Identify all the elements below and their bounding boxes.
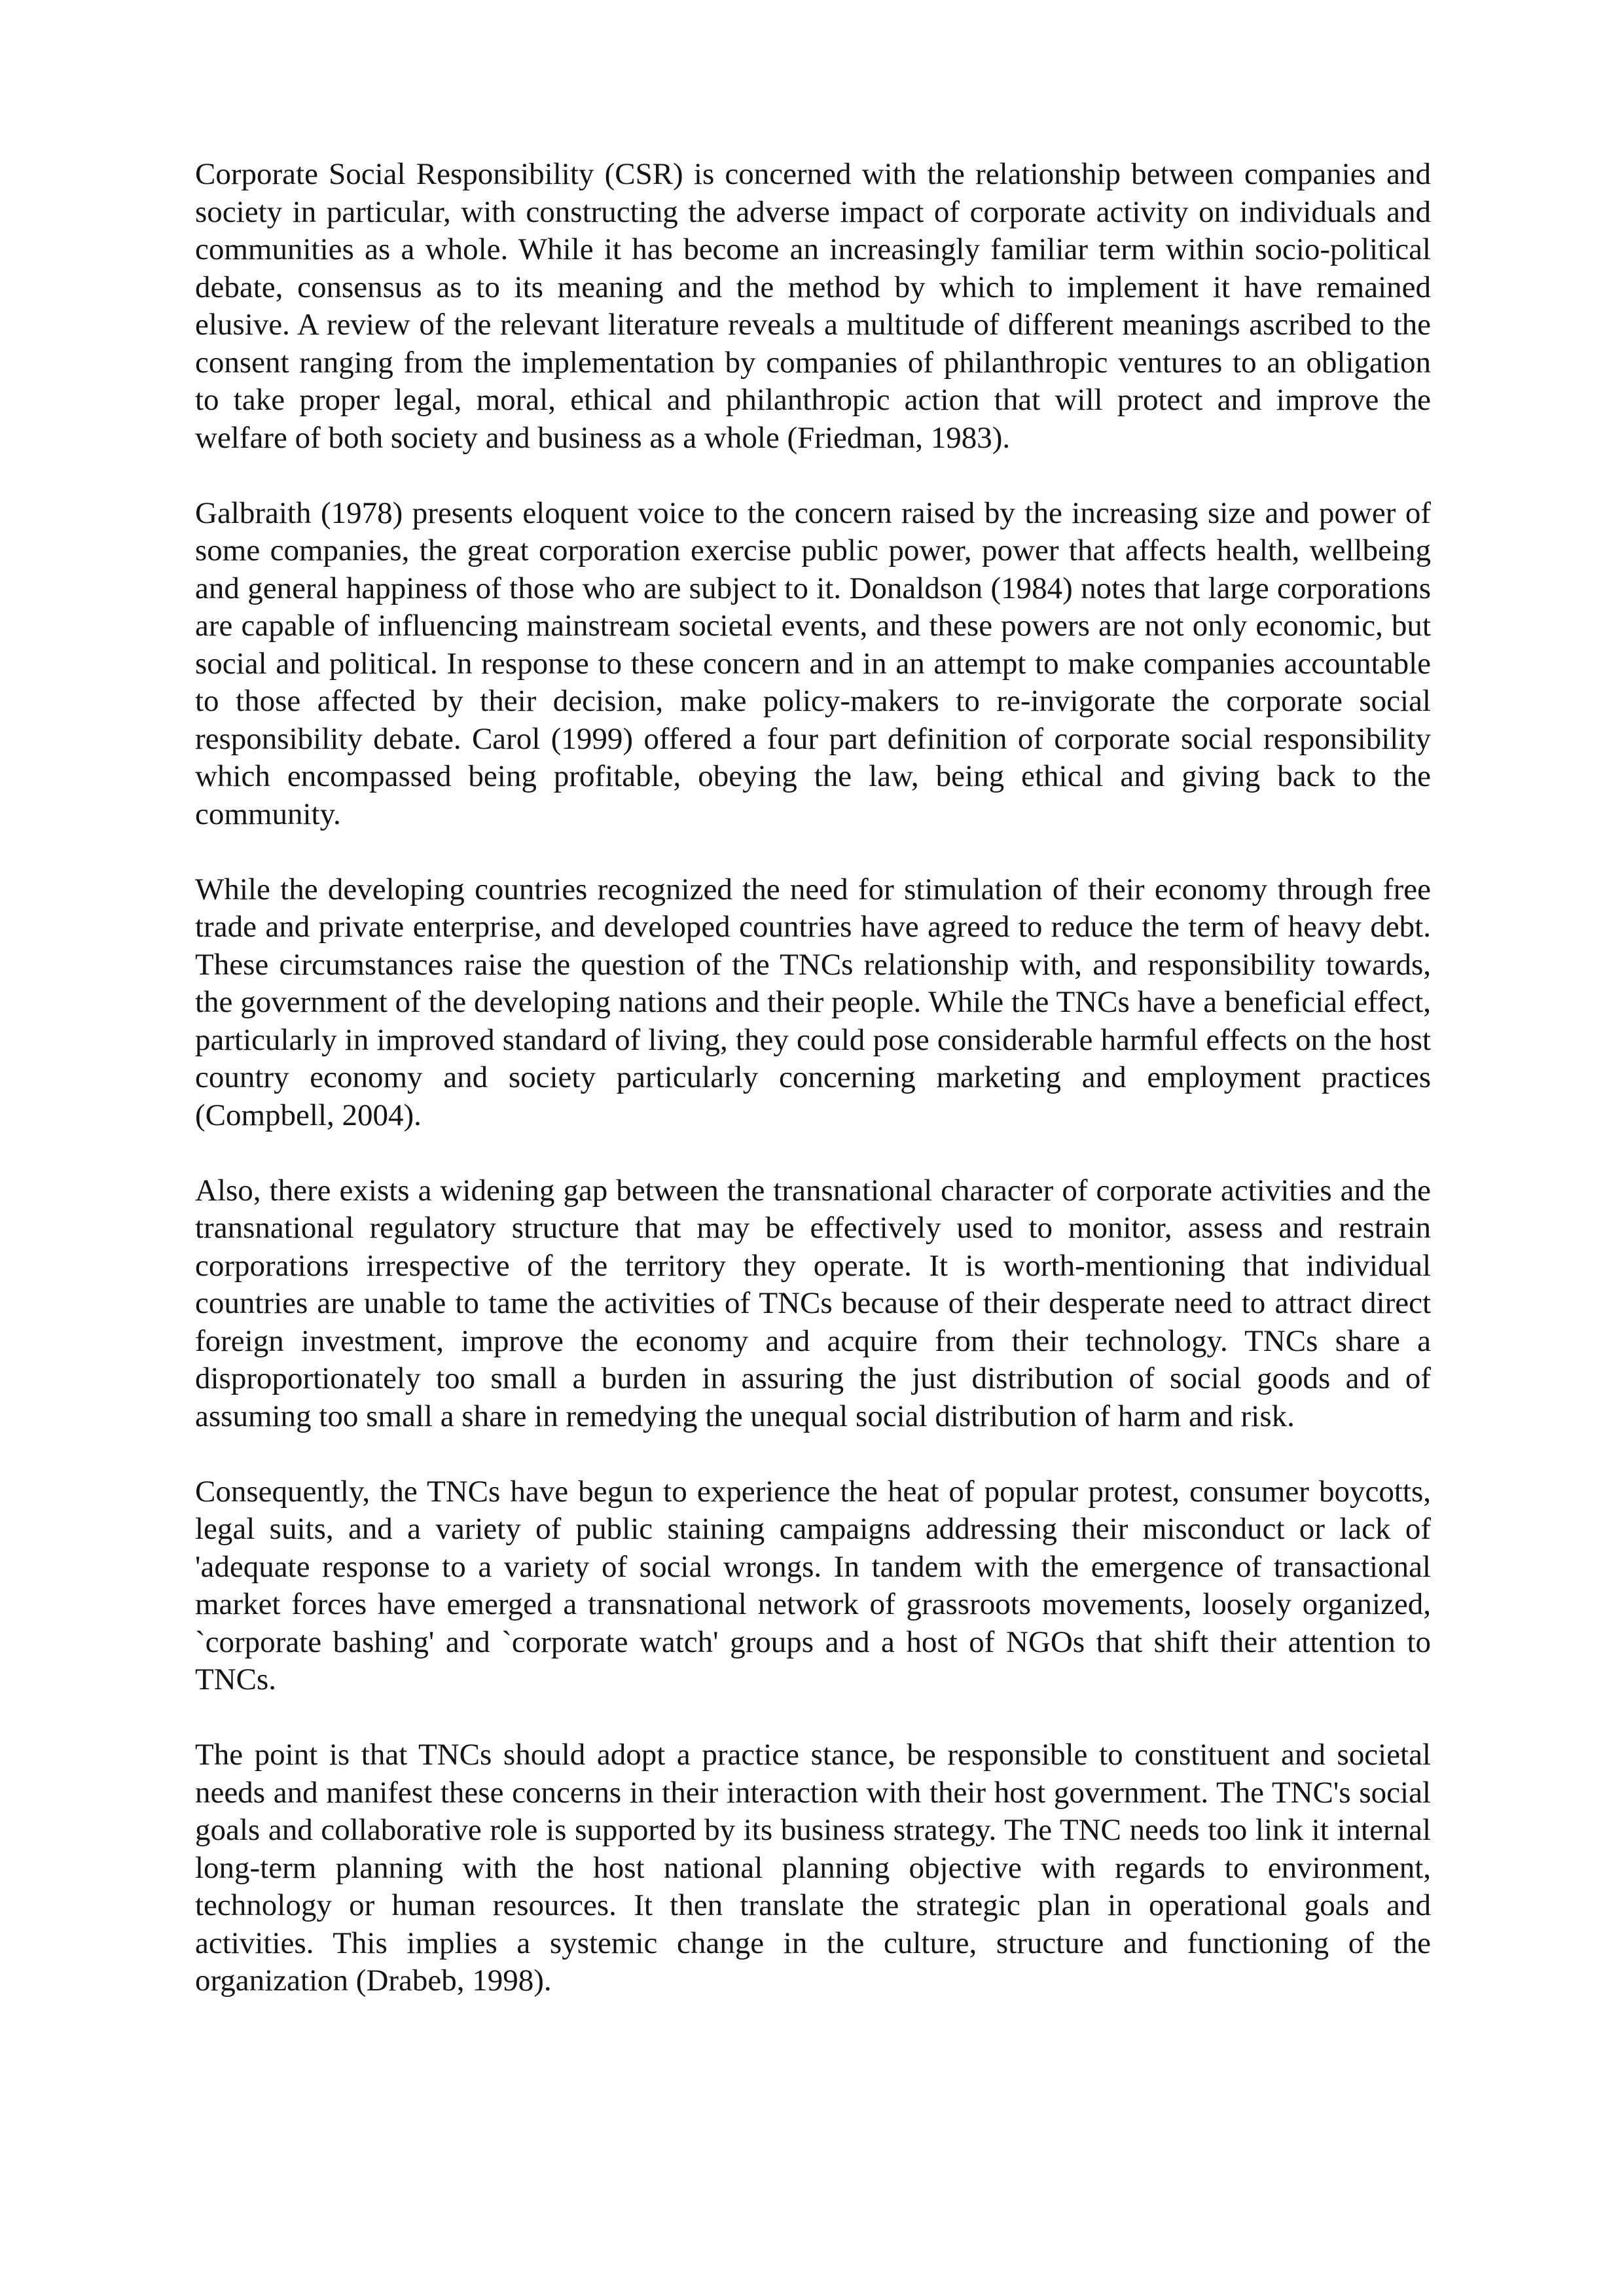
- paragraph-corporate-power: Galbraith (1978) presents eloquent voice to the concern raised by the increasing size and power of some companies, the great corporation exercise public power, power that affects health, wellbeing and general happiness of those who are subject to it. Donaldson (1984) notes that large corporations are capable of influencing mainstream societal events, and these powers are not only economic, but social and political. In response to these concern and in an attempt to make companies accountable to those affected by their decision, make policy-makers to re-invigorate the corporate social responsibility debate. Carol (1999) offered a four part definition of corporate social responsibility which encompassed being profitable, obeying the law, being ethical and giving back to the community.: [195, 495, 1431, 831]
- paragraph-popular-protest: Consequently, the TNCs have begun to experience the heat of popular protest, consumer boycotts, legal suits, and a variety of public staining campaigns addressing their misconduct or lack of 'adequate response to a variety of social wrongs. In tandem with the emergence of transactional market forces have emerged a transnational network of grassroots movements, loosely organized, `corporate bashing' and `corporate watch' groups and a host of NGOs that shift their attention to TNCs.: [195, 1474, 1431, 1696]
- paragraph-tnc-stance: The point is that TNCs should adopt a practice stance, be responsible to constituent and societal needs and manifest these concerns in their interaction with their host government. The TNC's social goals and collaborative role is supported by its business strategy. The TNC needs too link it internal long-term planning with the host national planning objective with regards to environment, technology or human resources. It then translate the strategic plan in operational goals and activities. This implies a systemic change in the culture, structure and functioning of the organization (Drabeb, 1998).: [195, 1738, 1431, 1998]
- document-body: [195, 156, 1431, 2000]
- paragraph-regulatory-gap: Also, there exists a widening gap between the transnational character of corporate activities and the transnational regulatory structure that may be effectively used to monitor, assess and restrain corporations irrespective of the territory they operate. It is worth-mentioning that individual countries are unable to tame the activities of TNCs because of their desperate need to attract direct foreign investment, improve the economy and acquire from their technology. TNCs share a disproportionately too small a burden in assuring the just distribution of social goods and of assuming too small a share in remedying the unequal social distribution of harm and risk.: [195, 1173, 1431, 1433]
- paragraph-csr-definition: Corporate Social Responsibility (CSR) is concerned with the relationship between companies and society in particular, with constructing the adverse impact of corporate activity on individuals and communities as a whole. While it has become an increasingly familiar term within socio-political debate, consensus as to its meaning and the method by which to implement it have remained elusive. A review of the relevant literature reveals a multitude of different meanings ascribed to the consent ranging from the implementation by companies of philanthropic ventures to an obligation to take proper legal, moral, ethical and philanthropic action that will protect and improve the welfare of both society and business as a whole (Friedman, 1983).: [195, 157, 1431, 455]
- paragraph-developing-countries: While the developing countries recognized the need for stimulation of their economy through free trade and private enterprise, and developed countries have agreed to reduce the term of heavy debt. These circumstances raise the question of the TNCs relationship with, and responsibility towards, the government of the developing nations and their people. While the TNCs have a beneficial effect, particularly in improved standard of living, they could pose considerable harmful effects on the host country economy and society particularly concerning marketing and employment practices (Compbell, 2004).: [195, 872, 1431, 1132]
